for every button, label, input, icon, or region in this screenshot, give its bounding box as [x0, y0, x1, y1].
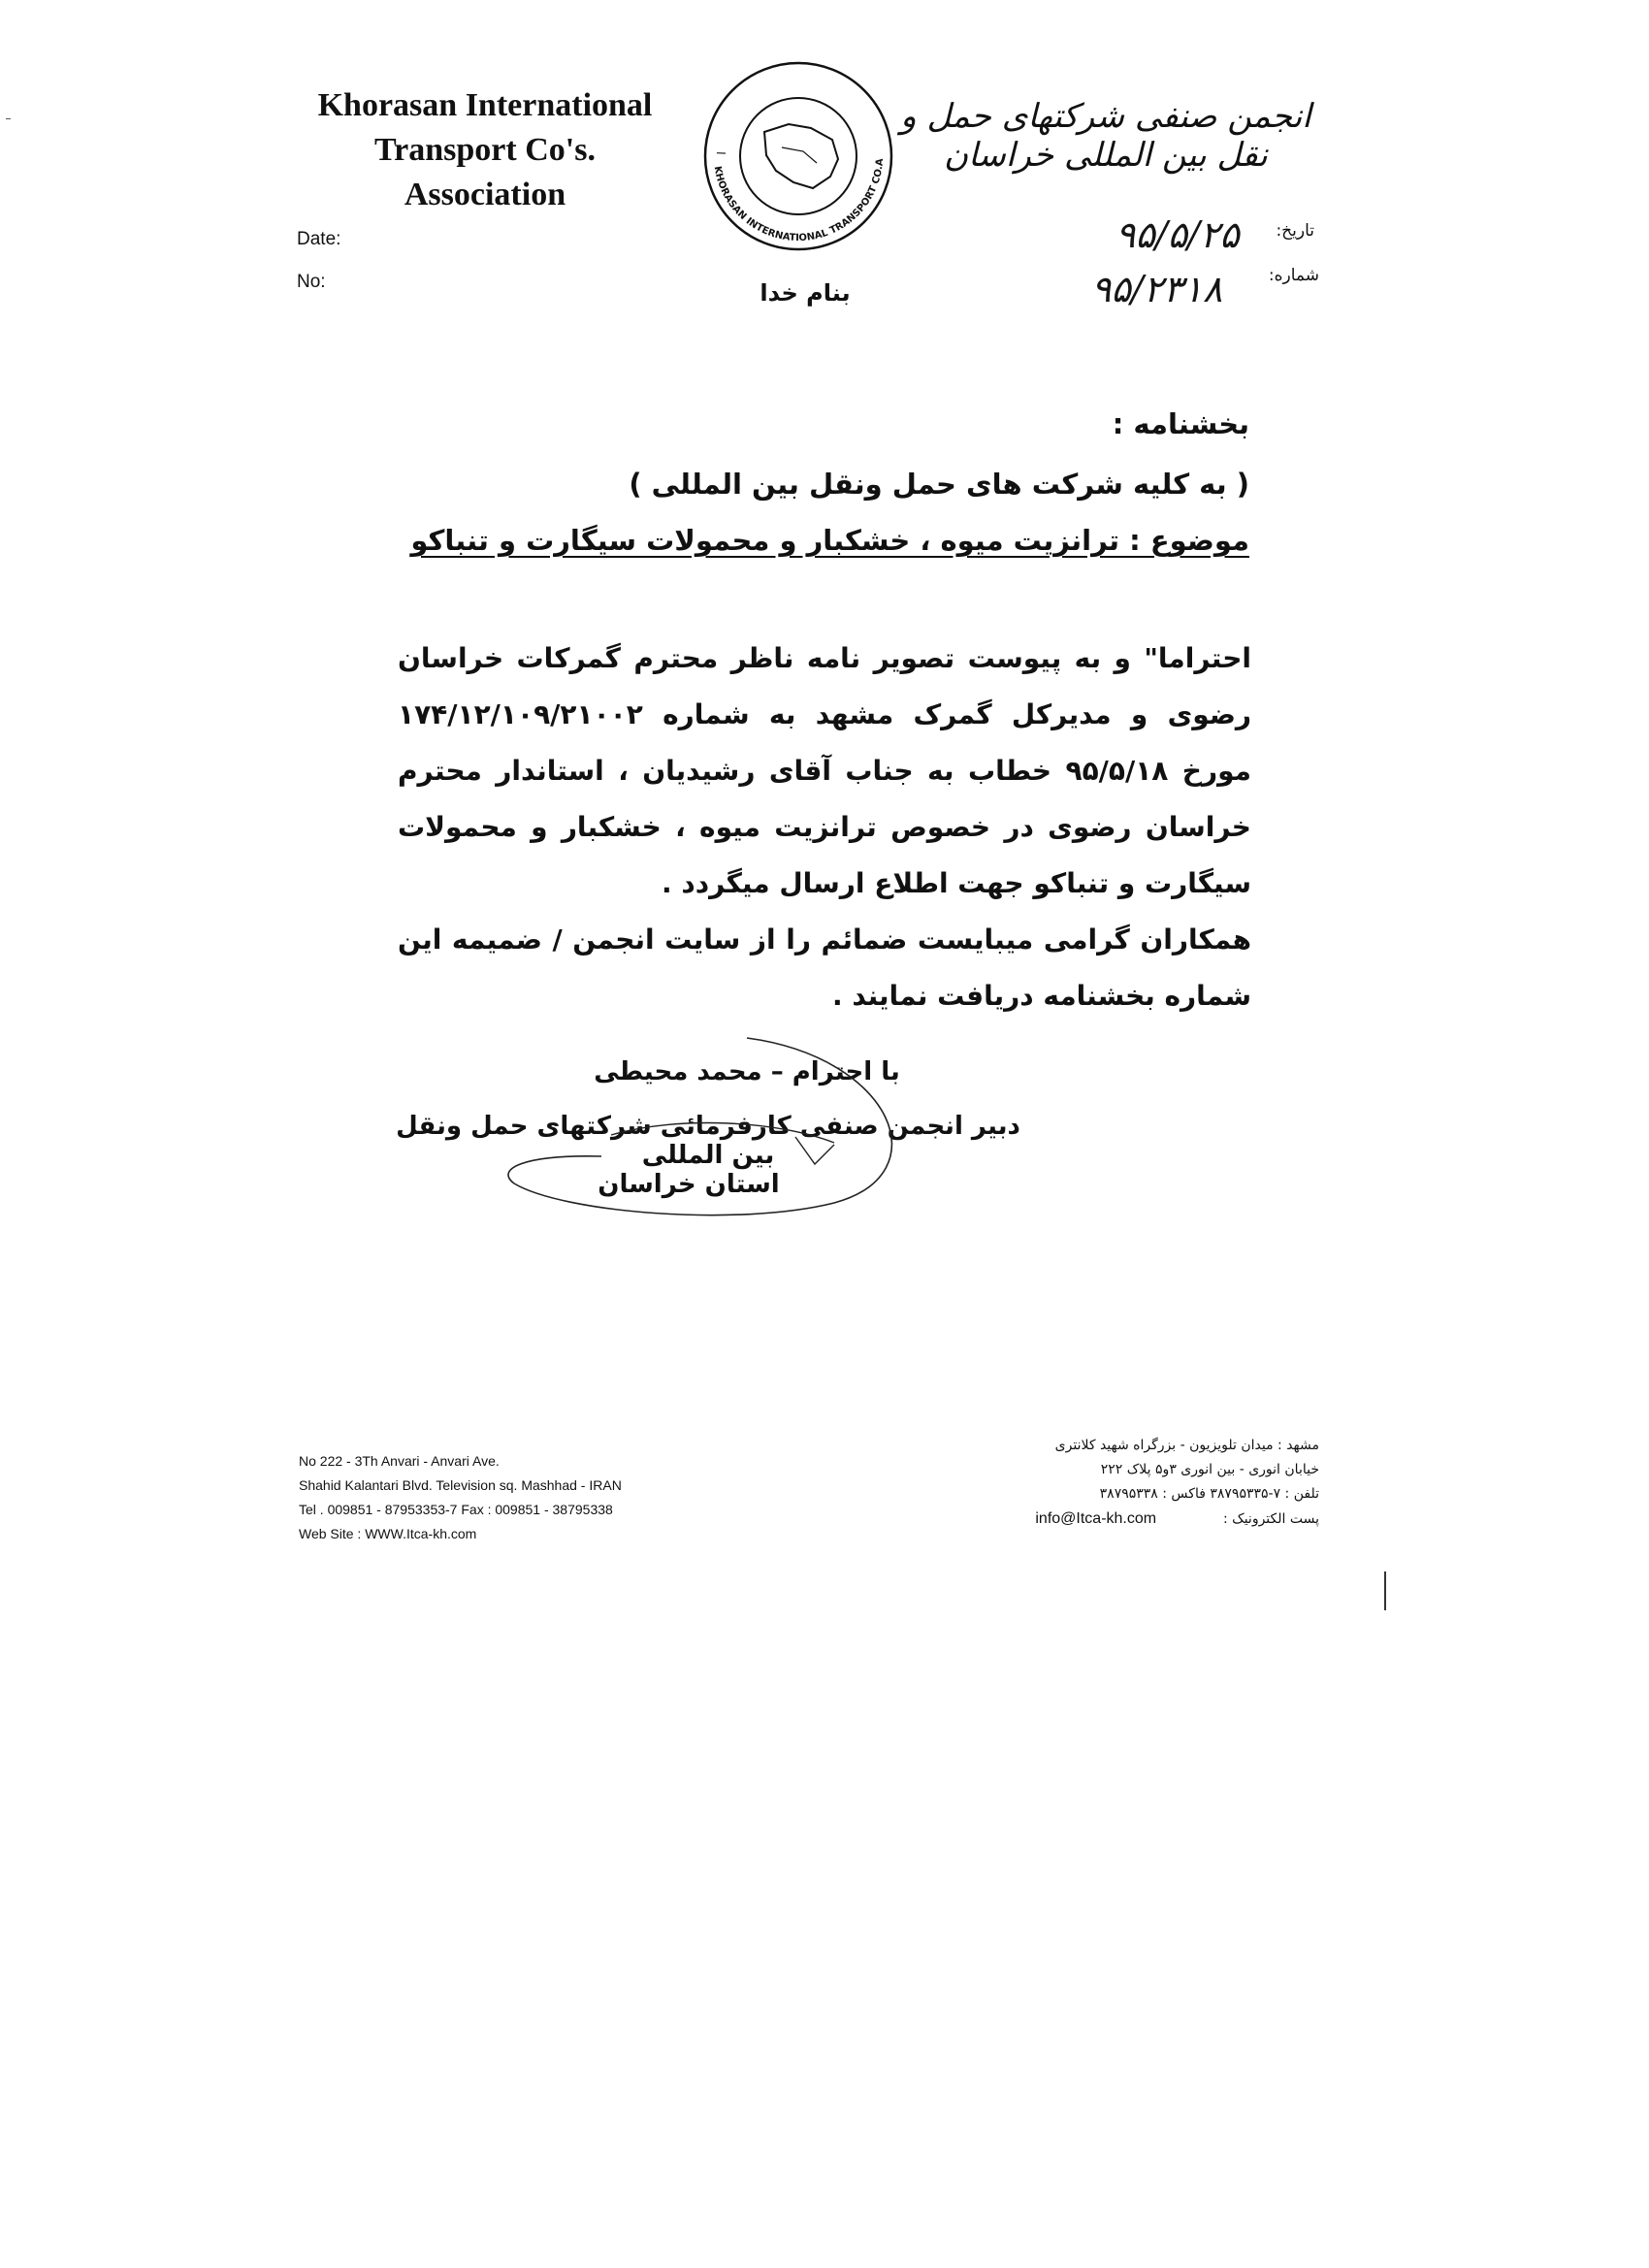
signature-province: استان خراسان — [598, 1170, 780, 1199]
signature-title: دبیر انجمن صنفی کارفرمائی شرکتهای حمل ونقل بین المللی — [396, 1112, 1020, 1170]
letter-recipient: ( به کلیه شرکت های حمل ونقل بین المللی ) — [629, 468, 1249, 501]
number-label-fa: شماره: — [1268, 266, 1319, 285]
seal-text-fa: ا — [715, 150, 729, 155]
footer-email: info@Itca-kh.com — [1035, 1510, 1157, 1527]
invocation: بنام خدا — [760, 279, 851, 307]
footer-address-en — [299, 1449, 764, 1546]
letter-body — [398, 631, 1251, 1024]
footer-en-line2: Shahid Kalantari Blvd. Television sq. Mashhad - IRAN — [299, 1477, 622, 1493]
footer-address-fa — [931, 1434, 1319, 1532]
footer-fa-line1: مشهد : میدان تلویزیون - بزرگراه شهید کلانتری — [1054, 1438, 1319, 1453]
signature-name: با احترام – محمد محیطی — [594, 1057, 900, 1086]
letter-subject — [376, 524, 1249, 557]
body-paragraph-2: همکاران گرامی میبایست ضمائم را از سایت انجمن / ضمیمه این شماره بخشنامه دریافت نمایند . — [398, 923, 1251, 1012]
letter-subject-text: موضوع : ترانزیت میوه ، خشکبار و محمولات سیگارت و تنباکو — [410, 524, 1249, 557]
org-name-en — [291, 83, 679, 217]
footer-fa-line4 — [931, 1507, 1319, 1532]
body-paragraph-1: احتراما" و به پیوست تصویر نامه ناظر محترم گمرکات خراسان رضوی و مدیرکل گمرک مشهد به شماره ۱۷۴/۱۲/۱۰۹/۲۱۰۰۲ مورخ ۹۵/۵/۱۸ خطاب به جناب آقای رشیدیان ، استاندار محترم خراسان رضوی در خصوص ترانزیت میوه ، خشکبار و محمولات سیگارت و تنباکو جهت اطلاع ارسال میگردد . — [398, 642, 1251, 899]
date-value: ۹۵/۵/۲۵ — [1116, 213, 1240, 256]
scan-tick — [6, 118, 11, 119]
association-seal — [696, 54, 900, 258]
signature-scribble — [485, 1028, 951, 1222]
footer-fa-line2: خیابان انوری - بین انوری ۳و۵ پلاک ۲۲۲ — [1100, 1462, 1319, 1477]
number-label-en: No: — [297, 272, 326, 292]
date-label-fa: تاریخ: — [1276, 221, 1314, 241]
org-name-en-line2: Transport Co's. Association — [374, 132, 596, 212]
svg-text:انجمن صنفی شرکتهای حمل و نقل ب — [696, 54, 728, 155]
footer-en-line1: No 222 - 3Th Anvari - Anvari Ave. — [299, 1453, 500, 1469]
letter-type: بخشنامه : — [1112, 407, 1249, 440]
scan-mark — [1384, 1571, 1386, 1610]
footer-en-line3: Tel . 009851 - 87953353-7 Fax : 009851 - 38795338 — [299, 1502, 613, 1517]
footer-email-label: پست الکترونیک : — [1223, 1511, 1319, 1527]
seal-text-en: KHORASAN INTERNATIONAL TRANSPORT CO.A — [711, 157, 887, 244]
org-name-en-line1: Khorasan International — [317, 87, 653, 123]
footer-fa-line3: تلفن : ۷-۳۸۷۹۵۳۳۵ فاکس : ۳۸۷۹۵۳۳۸ — [1099, 1486, 1319, 1502]
number-value: ۹۵/۲۳۱۸ — [1091, 268, 1223, 310]
date-label-en: Date: — [297, 229, 341, 249]
seal-icon — [696, 54, 900, 258]
footer-en-line4: Web Site : WWW.Itca-kh.com — [299, 1526, 477, 1541]
org-name-fa: انجمن صنفی شرکتهای حمل و نقل بین المللی خراسان — [900, 97, 1311, 175]
